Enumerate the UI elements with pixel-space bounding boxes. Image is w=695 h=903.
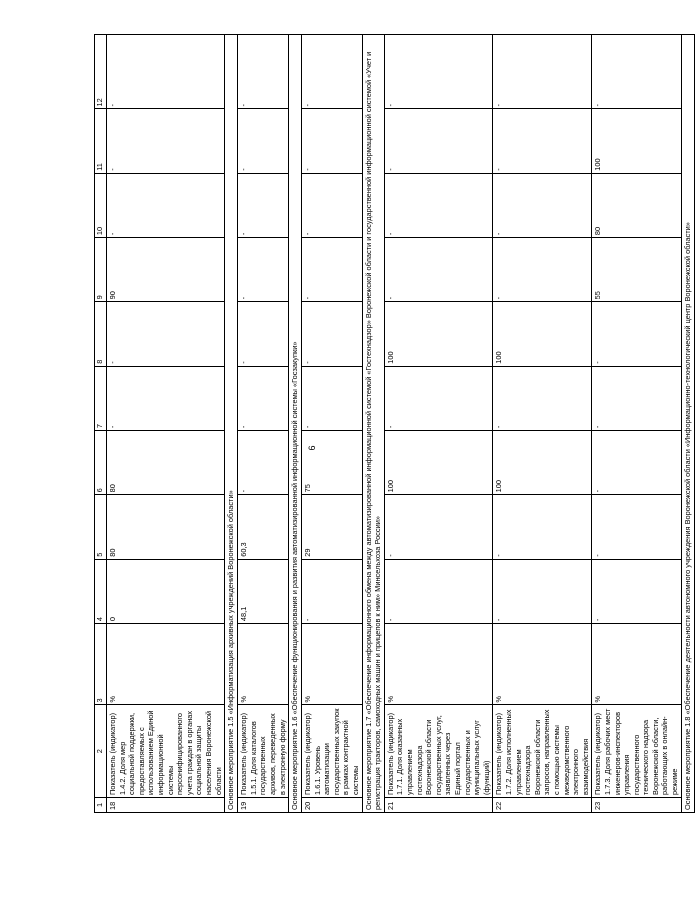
unit-cell: % [592,624,681,705]
table-row [493,35,592,813]
section-title: Основное мероприятие 1.7 «Обеспечение информационного обмена между автоматизированной информационной системой «Гостехнадзор» Воронежской области и государственной информационной системой «Учет и регистрация тракторов, самоходных машин и прицепов к ним» Минсельхоза России» [362,35,384,813]
value-cell: 55 [592,238,681,302]
column-number: 6 [95,431,107,495]
row-number: 22 [493,797,592,812]
value-cell: - [238,109,289,173]
table-row [384,35,493,813]
column-number: 3 [95,624,107,705]
value-cell: 48,1 [238,559,289,623]
value-cell: - [238,238,289,302]
unit-cell: % [238,624,289,705]
value-cell: - [302,559,363,623]
value-cell: - [302,35,363,109]
row-number: 20 [302,797,363,812]
indicator-name: Показатель (индикатор) 1.7.1. Доля оказанных управлением гостехнадзора Воронежской области государственных услуг, заявленных через Единый портал государственных и муниципальных услуг (функций) [384,705,493,797]
value-cell: - [384,559,493,623]
section-row [362,35,384,813]
value-cell: - [107,302,225,366]
value-cell: - [384,238,493,302]
section-row [225,35,238,813]
unit-cell: % [493,624,592,705]
column-number: 9 [95,238,107,302]
table-row [107,35,225,813]
rotated-table-container [94,34,692,813]
table-row [592,35,681,813]
column-number: 5 [95,495,107,559]
value-cell: - [493,35,592,109]
value-cell: - [107,366,225,430]
value-cell: 0 [107,559,225,623]
column-number: 1 [95,797,107,812]
row-number: 23 [592,797,681,812]
value-cell: - [107,35,225,109]
value-cell: - [107,173,225,237]
value-cell: 90 [107,238,225,302]
value-cell: - [592,495,681,559]
column-number: 4 [95,559,107,623]
value-cell: - [493,109,592,173]
column-number: 8 [95,302,107,366]
value-cell: - [302,109,363,173]
value-cell: - [493,495,592,559]
value-cell: - [384,495,493,559]
value-cell: - [238,173,289,237]
row-number: 19 [238,797,289,812]
value-cell: - [592,366,681,430]
section-title: Основное мероприятие 1.8 «Обеспечение деятельности автономного учреждения Воронежской области «Информационно-технологический центр Воронежской области» [681,35,694,813]
value-cell: - [238,302,289,366]
value-cell: - [493,559,592,623]
page-number: 6 [307,445,317,451]
value-cell: - [592,431,681,495]
value-cell: 80 [107,495,225,559]
value-cell: 100 [493,431,592,495]
column-number-row [95,35,107,813]
value-cell: - [384,366,493,430]
column-number: 12 [95,35,107,109]
value-cell: - [238,366,289,430]
value-cell: - [238,35,289,109]
value-cell: - [302,302,363,366]
value-cell: 80 [592,173,681,237]
value-cell: 80 [107,431,225,495]
value-cell: - [302,366,363,430]
value-cell: 29 [302,495,363,559]
value-cell: - [238,431,289,495]
value-cell: - [592,559,681,623]
indicator-name: Показатель (индикатор) 1.7.2. Доля исполненных управлением гостехнадзора Воронежской области запросов, направленных с помощью системы межведомственного электронного взаимодействия [493,705,592,797]
row-number: 18 [107,797,225,812]
column-number: 2 [95,705,107,797]
row-number: 21 [384,797,493,812]
unit-cell: % [384,624,493,705]
value-cell: - [493,238,592,302]
value-cell: 100 [493,302,592,366]
column-number: 11 [95,109,107,173]
indicator-name: Показатель (индикатор) 1.6.1. Уровень автоматизации государственных закупок в рамках контрактной системы [302,705,363,797]
section-row [289,35,302,813]
column-number: 7 [95,366,107,430]
value-cell: - [384,173,493,237]
value-cell: - [493,366,592,430]
unit-cell: % [302,624,363,705]
value-cell: - [592,302,681,366]
value-cell: 100 [384,431,493,495]
indicators-table [94,34,695,813]
indicator-name: Показатель (индикатор) 1.4.2. Доля мер социальной поддержки, предоставляемых с использованием Единой информационной системы персонифицированного учета граждан в органах социальной защиты населения Воронежской области [107,705,225,797]
value-cell: - [107,109,225,173]
value-cell: 75 [302,431,363,495]
value-cell: - [592,35,681,109]
section-row [681,35,694,813]
indicator-name: Показатель (индикатор) 1.5.1. Доля каталогов государственных архивов, переведенных в электронную форму [238,705,289,797]
indicator-name: Показатель (индикатор) 1.7.3. Доля рабочих мест инженеров-инспекторов управления государственного технического надзора Воронежской области, работающих в онлайн-режиме [592,705,681,797]
section-title: Основное мероприятие 1.5 «Информатизация архивных учреждений Воронежской области» [225,35,238,813]
value-cell: 100 [384,302,493,366]
value-cell: - [384,109,493,173]
column-number: 10 [95,173,107,237]
value-cell: 60,3 [238,495,289,559]
unit-cell: % [107,624,225,705]
value-cell: - [493,173,592,237]
value-cell: - [302,238,363,302]
table-row [238,35,289,813]
value-cell: - [302,173,363,237]
value-cell: 100 [592,109,681,173]
value-cell: - [384,35,493,109]
section-title: Основное мероприятие 1.6 «Обеспечение функционирования и развития автоматизированной информационной системы «Госзакупки» [289,35,302,813]
table-row [302,35,363,813]
